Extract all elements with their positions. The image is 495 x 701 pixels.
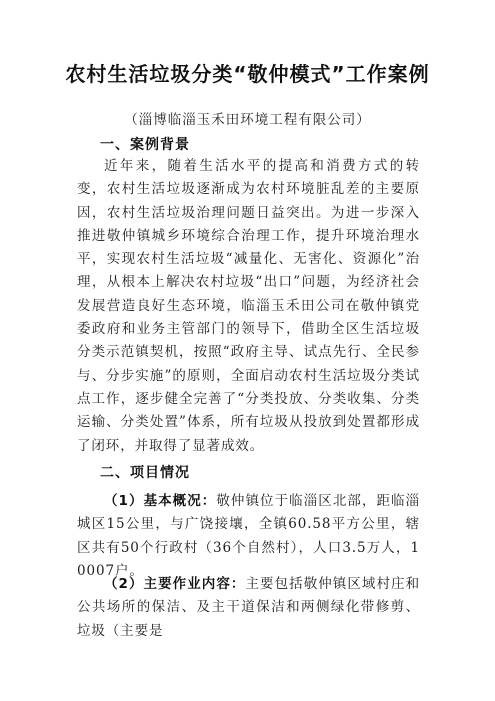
item-lead-label: （1）基本概况： bbox=[104, 493, 217, 509]
project-item-main-work bbox=[77, 573, 420, 643]
section-heading-background: 一、案例背景 bbox=[100, 137, 190, 153]
background-paragraph: 近年来，随着生活水平的提高和消费方式的转变，农村生活垃圾逐渐成为农村环境脏乱差的主要原因，农村生活垃圾治理问题日益突出。为进一步深入推进敬仲镇城乡环境综合治理工作，提升环境治理水平，实现农村生活垃圾“减量化、无害化、资源化”治理，从根本上解决农村垃圾“出口”问题，为经济社会发展营造良好生态环境，临淄玉禾田公司在敬仲镇党委政府和业务主管部门的领导下，借助全区生活垃圾分类示范镇契机，按照“政府主导、试点先行、全民参与、分步实施”的原则，全面启动农村生活垃圾分类试点工作，逐步健全完善了“分类投放、分类收集、分类运输、分类处置”体系，所有垃圾从投放到处置都形成了闭环，并取得了显著成效。 bbox=[77, 158, 420, 454]
document-title: 农村生活垃圾分类“敬仲模式”工作案例 bbox=[65, 62, 430, 86]
project-item-basic-overview bbox=[77, 490, 420, 583]
section-heading-project: 二、项目情况 bbox=[100, 465, 190, 481]
item-body-text: 敬仲镇位于临淄区北部，距临淄城区15公里，与广饶接壤，全镇60.58平方公里，辖区共有50个行政村（36个自然村），人口3.5万人，10007户。 bbox=[77, 493, 420, 579]
item-body-text: 主要包括敬仲镇区域村庄和公共场所的保洁、及主干道保洁和两侧绿化带修剪、垃圾（主要是 bbox=[77, 576, 420, 639]
document-subtitle: （淄博临淄玉禾田环境工程有限公司） bbox=[124, 112, 371, 128]
item-lead-label: （2）主要作业内容： bbox=[104, 576, 246, 592]
